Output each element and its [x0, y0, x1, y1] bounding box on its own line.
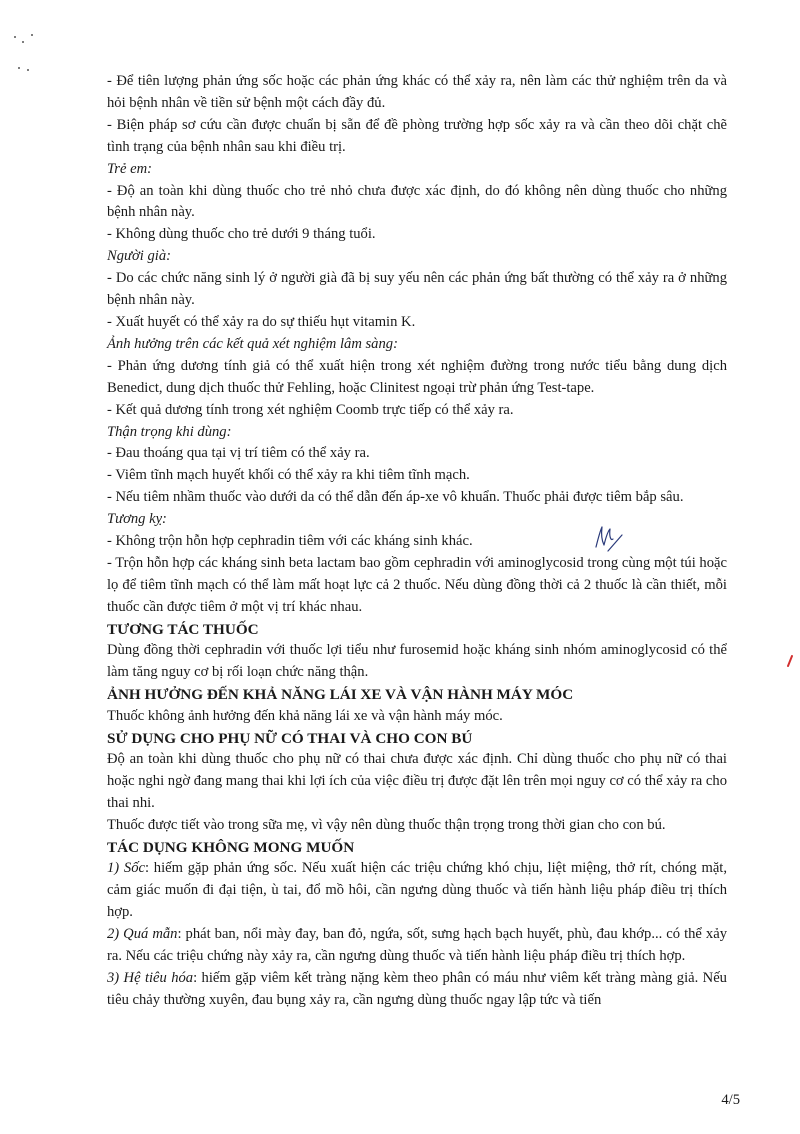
paragraph — [107, 858, 727, 924]
paragraph — [107, 968, 727, 1012]
paragraph: - Viêm tĩnh mạch huyết khối có thể xảy ra khi tiêm tĩnh mạch. — [107, 467, 470, 484]
paragraph: - Xuất huyết có thể xảy ra do sự thiếu hụt vitamin K. — [107, 313, 416, 330]
scan-speck — [31, 34, 33, 36]
paragraph: - Nếu tiêm nhầm thuốc vào dưới da có thể dẫn đến áp-xe vô khuẩn. Thuốc phải được tiêm bắp sâu. — [107, 489, 684, 506]
subheading-incompatibility: Tương kỵ: — [107, 511, 167, 528]
scan-speck — [14, 36, 16, 38]
paragraph: Thuốc không ảnh hưởng đến khả năng lái xe và vận hành máy móc. — [107, 707, 503, 724]
paragraph: - Độ an toàn khi dùng thuốc cho trẻ nhỏ chưa được xác định, do đó không nên dùng thuốc cho những bệnh nhân này. — [107, 182, 727, 221]
paragraph: - Đau thoáng qua tại vị trí tiêm có thể xảy ra. — [107, 445, 370, 462]
paragraph: - Để tiên lượng phản ứng sốc hoặc các phản ứng khác có thể xảy ra, nên làm các thử nghiệm trên da và hỏi bệnh nhân về tiền sử bệnh một cách đầy đủ. — [107, 73, 727, 111]
paragraph — [107, 924, 727, 968]
page-number: 4/5 — [721, 1092, 740, 1108]
paragraph: Thuốc được tiết vào trong sữa mẹ, vì vậy nên dùng thuốc thận trọng trong thời gian cho con bú. — [107, 816, 666, 833]
paragraph: - Không trộn hỗn hợp cephradin tiêm với các kháng sinh khác. — [107, 533, 473, 550]
item-text: : phát ban, nổi mày đay, ban đỏ, ngứa, sốt, sưng hạch bạch huyết, phù, đau khớp... có thể xảy ra. Nếu các triệu chứng này xảy ra, cần ngưng dùng thuốc và tiến hành liệu pháp điều trị thích hợp. — [107, 926, 727, 964]
paragraph: - Phản ứng dương tính giả có thể xuất hiện trong xét nghiệm đường trong nước tiểu bằng dung dịch Benedict, dung dịch thuốc thử Fehling, hoặc Clinitest ngoại trừ phản ứng Test-tape. — [107, 357, 727, 396]
paragraph: - Do các chức năng sinh lý ở người già đã bị suy yếu nên các phản ứng bất thường có thể xảy ra ở những bệnh nhân này. — [107, 270, 727, 309]
scan-speck — [22, 41, 24, 43]
item-label: 3) Hệ tiêu hóa — [107, 969, 194, 986]
paragraph: - Trộn hỗn hợp các kháng sinh beta lactam bao gồm cephradin với aminoglycosid trong cùng một túi hoặc lọ để tiêm tĩnh mạch có thể làm mất hoạt lực cả 2 thuốc. Nếu dùng đồng thời cả 2 thuốc là cần thiết, mỗi thuốc cần được tiêm ở một vị trí khác nhau. — [107, 554, 727, 615]
scan-speck — [18, 67, 20, 69]
item-text: : hiếm gặp viêm kết tràng nặng kèm theo phân có máu như viêm kết tràng màng giả. Nếu tiêu chảy thường xuyên, đau bụng xảy ra, cần ngưng dùng thuốc ngay lập tức và tiến — [107, 969, 727, 1008]
subheading-elderly: Người già: — [107, 248, 171, 265]
subheading-lab-results: Ảnh hưởng trên các kết quả xét nghiệm lâm sàng: — [107, 335, 398, 352]
subheading-precautions: Thận trọng khi dùng: — [107, 423, 232, 440]
paragraph: Độ an toàn khi dùng thuốc cho phụ nữ có thai chưa được xác định. Chỉ dùng thuốc cho phụ nữ có thai hoặc nghi ngờ đang mang thai khi lợi ích của việc điều trị được đặt lên trên mọi nguy cơ có thể xảy ra cho thai nhi. — [107, 751, 727, 811]
section-heading-adverse-effects: TÁC DỤNG KHÔNG MONG MUỐN — [107, 838, 355, 856]
paragraph: - Biện pháp sơ cứu cần được chuẩn bị sẵn để đề phòng trường hợp sốc xảy ra và cần theo dõi chặt chẽ tình trạng của bệnh nhân sau khi điều trị. — [107, 116, 727, 155]
red-margin-mark — [786, 655, 794, 667]
paragraph: - Không dùng thuốc cho trẻ dưới 9 tháng tuổi. — [107, 226, 376, 243]
paragraph: - Kết quả dương tính trong xét nghiệm Coomb trực tiếp có thể xảy ra. — [107, 401, 514, 418]
section-heading-drug-interactions: TƯƠNG TÁC THUỐC — [107, 620, 259, 638]
scan-speck — [27, 69, 29, 71]
item-label: 1) Sốc — [107, 860, 145, 877]
document-body — [107, 71, 727, 1012]
item-text: : hiếm gặp phản ứng sốc. Nếu xuất hiện các triệu chứng khó chịu, liệt miệng, thở rít, chóng mặt, cảm giác muốn đi đại tiện, ù tai, đổ mồ hôi, cần ngưng dùng thuốc và tiến hành liệu pháp điều trị thích hợp. — [107, 860, 727, 921]
paragraph: Dùng đồng thời cephradin với thuốc lợi tiểu như furosemid hoặc kháng sinh nhóm aminoglycosid có thể làm tăng nguy cơ bị rối loạn chức năng thận. — [107, 642, 727, 681]
section-heading-pregnancy: SỬ DỤNG CHO PHỤ NỮ CÓ THAI VÀ CHO CON BÚ — [107, 729, 473, 747]
section-heading-driving: ẢNH HƯỞNG ĐẾN KHẢ NĂNG LÁI XE VÀ VẬN HÀNH MÁY MÓC — [107, 686, 574, 704]
subheading-children: Trẻ em: — [107, 160, 152, 177]
item-label: 2) Quá mẫn — [107, 926, 178, 943]
